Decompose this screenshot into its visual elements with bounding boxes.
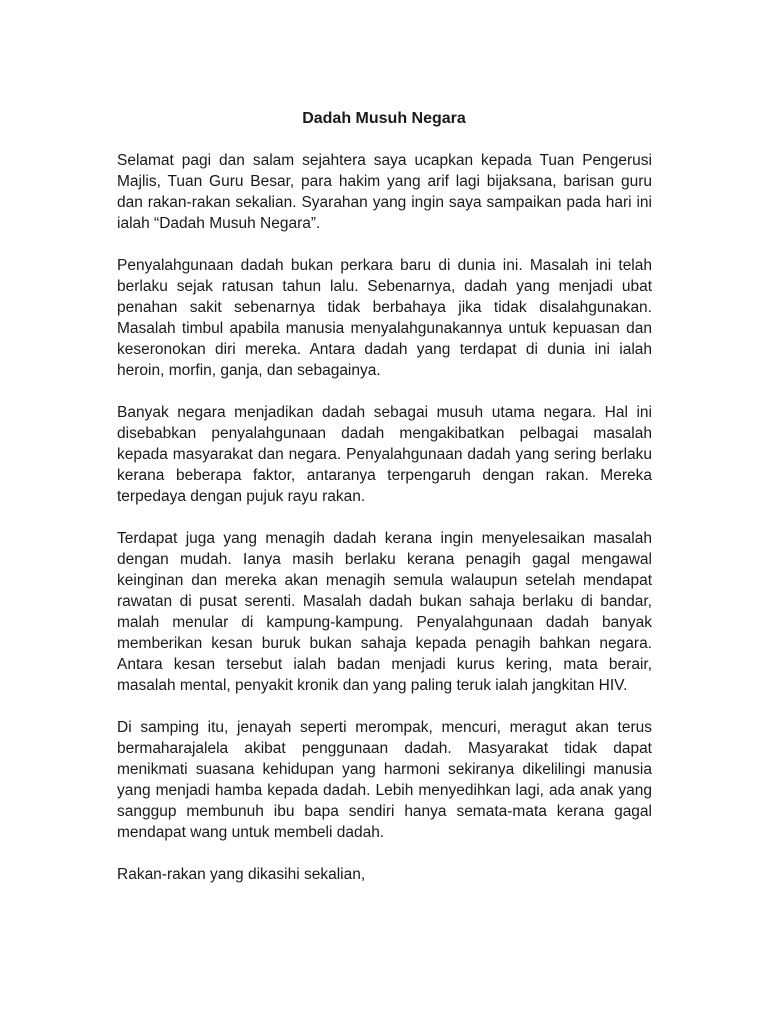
paragraph-introduction: Penyalahgunaan dadah bukan perkara baru di dunia ini. Masalah ini telah berlaku sejak ratusan tahun lalu. Sebenarnya, dadah yang menjadi ubat penahan sakit sebenarnya tidak berbahaya jika tidak disalahgunakan. Masalah timbul apabila manusia menyalahgunakannya untuk kepuasan dan keseronokan diri mereka. Antara dadah yang terdapat di dunia ini ialah heroin, morfin, ganja, dan sebagainya.	[117, 257, 652, 379]
paragraph-addiction-effects: Terdapat juga yang menagih dadah kerana ingin menyelesaikan masalah dengan mudah. Ianya masih berlaku kerana penagih gagal mengawal keinginan dan mereka akan menagih semula walaupun setelah mendapat rawatan di pusat serenti. Masalah dadah bukan sahaja berlaku di bandar, malah menular di kampung-kampung. Penyalahgunaan dadah banyak memberikan kesan buruk bukan sahaja kepada penagih bahkan negara. Antara kesan tersebut ialah badan menjadi kurus kering, mata berair, masalah mental, penyakit kronik dan yang paling teruk ialah jangkitan HIV.	[117, 530, 652, 694]
paragraph-national-enemy: Banyak negara menjadikan dadah sebagai musuh utama negara. Hal ini disebabkan penyalahgunaan dadah mengakibatkan pelbagai masalah kepada masyarakat dan negara. Penyalahgunaan dadah yang sering berlaku kerana beberapa faktor, antaranya terpengaruh dengan rakan. Mereka terpedaya dengan pujuk rayu rakan.	[117, 404, 652, 505]
document-body	[117, 150, 652, 906]
paragraph-greeting: Selamat pagi dan salam sejahtera saya ucapkan kepada Tuan Pengerusi Majlis, Tuan Guru Besar, para hakim yang arif lagi bijaksana, barisan guru dan rakan-rakan sekalian. Syarahan yang ingin saya sampaikan pada hari ini ialah “Dadah Musuh Negara”.	[117, 152, 652, 232]
document-title: Dadah Musuh Negara	[302, 110, 466, 127]
paragraph-closing-address: Rakan-rakan yang dikasihi sekalian,	[117, 866, 366, 883]
paragraph-crime: Di samping itu, jenayah seperti merompak, mencuri, meragut akan terus bermaharajalela akibat penggunaan dadah. Masyarakat tidak dapat menikmati suasana kehidupan yang harmoni sekiranya dikelilingi manusia yang menjadi hamba kepada dadah. Lebih menyedihkan lagi, ada anak yang sanggup membunuh ibu bapa sendiri hanya semata-mata kerana gagal mendapat wang untuk membeli dadah.	[117, 719, 652, 841]
